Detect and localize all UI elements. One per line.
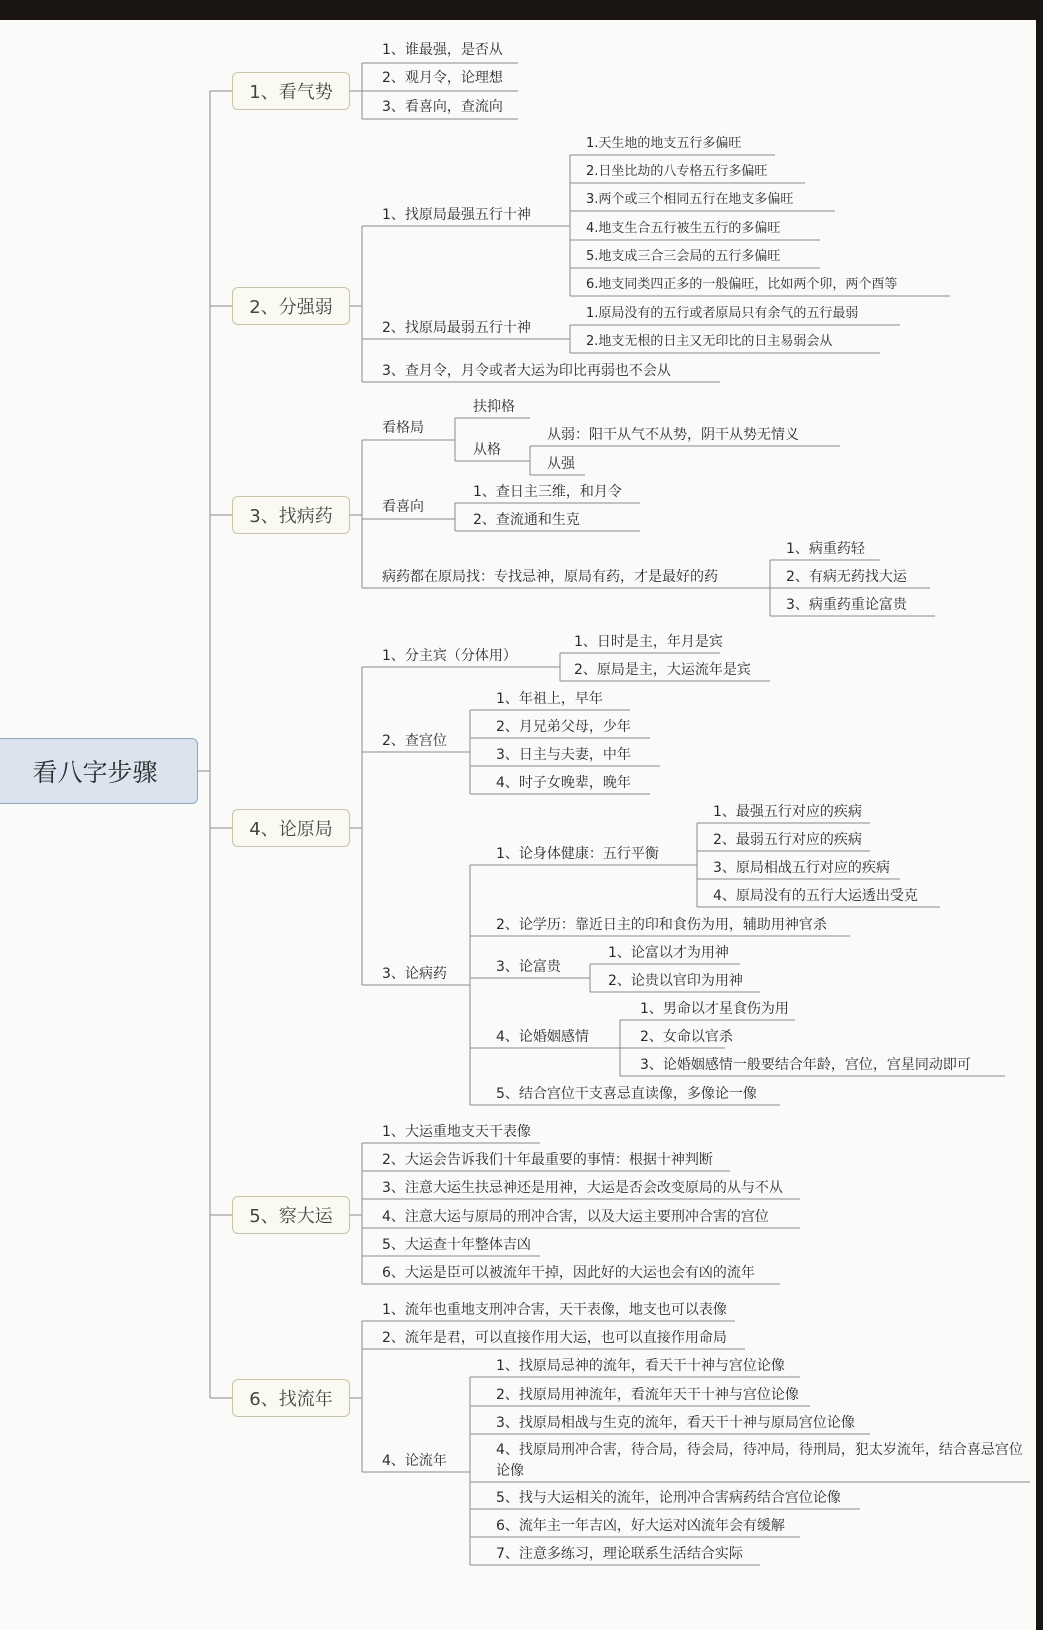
b6-item-2: 2、流年是君，可以直接作用大运，也可以直接作用命局 — [382, 1330, 727, 1346]
b4-s1-item-1: 1、日时是主，年月是宾 — [574, 634, 723, 650]
b4-s2-item-1: 1、年祖上，早年 — [496, 691, 603, 707]
b2-s1-item-1: 1.天生地的地支五行多偏旺 — [586, 136, 742, 151]
b5-item-6: 6、大运是臣可以被流年干掉，因此好的大运也会有凶的流年 — [382, 1265, 755, 1281]
b2-sub-2: 2、找原局最弱五行十神 — [382, 320, 531, 336]
b4-health-item-1: 1、最强五行对应的疾病 — [713, 804, 862, 820]
b4-study: 2、论学历：靠近日主的印和食伤为用，辅助用神官杀 — [496, 917, 827, 933]
b4-marriage-item-1: 1、男命以才星食伤为用 — [640, 1001, 789, 1017]
b2-sub-3: 3、查月令，月令或者大运为印比再弱也不会从 — [382, 363, 671, 379]
b6-s4-item-1: 1、找原局忌神的流年，看天干十神与宫位论像 — [496, 1358, 785, 1374]
b2-s2-item-2: 2.地支无根的日主又无印比的日主易弱会从 — [586, 334, 833, 349]
b6-s4-item-3: 3、找原局相战与生克的流年，看天干十神与原局宫位论像 — [496, 1415, 855, 1431]
b4-sub-3: 3、论病药 — [382, 966, 447, 982]
b2-s1-item-6: 6.地支同类四正多的一般偏旺，比如两个卯，两个酉等 — [586, 277, 898, 292]
b5-item-2: 2、大运会告诉我们十年最重要的事情：根据十神判断 — [382, 1152, 713, 1168]
b3-cong: 从格 — [473, 442, 501, 458]
b2-s1-item-5: 5.地支成三合三会局的五行多偏旺 — [586, 249, 781, 264]
root-node[interactable]: 看八字步骤 — [0, 738, 198, 804]
b4-s2-item-4: 4、时子女晚辈，晚年 — [496, 775, 631, 791]
b4-sub-2: 2、查宫位 — [382, 733, 447, 749]
b4-s2-item-2: 2、月兄弟父母，少年 — [496, 719, 631, 735]
mindmap-canvas — [0, 20, 1036, 1630]
b3-geju: 看格局 — [382, 420, 424, 436]
b6-s4-item-6: 6、流年主一年吉凶，好大运对凶流年会有缓解 — [496, 1518, 785, 1534]
b4-wealth-item-1: 1、论富以才为用神 — [608, 945, 729, 961]
b6-s4-item-5: 5、找与大运相关的流年，论刑冲合害病药结合宫位论像 — [496, 1490, 841, 1506]
b5-item-3: 3、注意大运生扶忌神还是用神，大运是否会改变原局的从与不从 — [382, 1180, 783, 1196]
branch-4-node[interactable]: 4、论原局 — [232, 809, 350, 847]
branch-1-node[interactable]: 1、看气势 — [232, 72, 350, 110]
b4-s1-item-2: 2、原局是主，大运流年是宾 — [574, 662, 751, 678]
b3-xiyong-item-2: 2、查流通和生克 — [473, 512, 580, 528]
b1-item-2: 2、观月令，论理想 — [382, 70, 503, 86]
b4-marriage-item-2: 2、女命以官杀 — [640, 1029, 733, 1045]
b4-wealth: 3、论富贵 — [496, 959, 561, 975]
b3-xiyong: 看喜向 — [382, 499, 424, 515]
b6-s4-item-2: 2、找原局用神流年，看流年天干十神与宫位论像 — [496, 1387, 799, 1403]
b6-s4-item-7: 7、注意多练习，理论联系生活结合实际 — [496, 1546, 743, 1562]
b2-s1-item-4: 4.地支生合五行被生五行的多偏旺 — [586, 221, 781, 236]
branch-6-node[interactable]: 6、找流年 — [232, 1379, 350, 1417]
b4-marriage-item-3: 3、论婚姻感情一般要结合年龄，宫位，宫星同动即可 — [640, 1057, 971, 1073]
b3-bingyao: 病药都在原局找：专找忌神，原局有药，才是最好的药 — [382, 569, 718, 585]
b4-health-item-2: 2、最弱五行对应的疾病 — [713, 832, 862, 848]
b3-fuyi: 扶抑格 — [473, 399, 515, 415]
b1-item-3: 3、看喜向，查流向 — [382, 99, 503, 115]
branch-5-node[interactable]: 5、察大运 — [232, 1196, 350, 1234]
b6-s4-item-4: 4、找原局刑冲合害，待合局，待会局，待冲局，待刑局，犯太岁流年，结合喜忌宫位论像 — [496, 1442, 1023, 1479]
b6-sub-4: 4、论流年 — [382, 1453, 447, 1469]
b3-cong-item-2: 从强 — [547, 456, 575, 472]
b3-cong-item-1: 从弱：阳干从气不从势，阴干从势无情义 — [547, 427, 799, 443]
b2-sub-1: 1、找原局最强五行十神 — [382, 207, 531, 223]
b4-s2-item-3: 3、日主与夫妻，中年 — [496, 747, 631, 763]
b1-item-1: 1、谁最强，是否从 — [382, 42, 503, 58]
b4-health: 1、论身体健康：五行平衡 — [496, 846, 659, 862]
b4-sub-1: 1、分主宾（分体用） — [382, 648, 517, 664]
b2-s1-item-2: 2.日坐比劫的八专格五行多偏旺 — [586, 164, 768, 179]
b4-health-item-3: 3、原局相战五行对应的疾病 — [713, 860, 890, 876]
b5-item-1: 1、大运重地支天干表像 — [382, 1124, 531, 1140]
b5-item-5: 5、大运查十年整体吉凶 — [382, 1237, 531, 1253]
b3-bingyao-item-1: 1、病重药轻 — [786, 541, 865, 557]
b2-s1-item-3: 3.两个或三个相同五行在地支多偏旺 — [586, 192, 794, 207]
b3-bingyao-item-3: 3、病重药重论富贵 — [786, 597, 907, 613]
branch-3-node[interactable]: 3、找病药 — [232, 496, 350, 534]
branch-2-node[interactable]: 2、分强弱 — [232, 287, 350, 325]
b5-item-4: 4、注意大运与原局的刑冲合害，以及大运主要刑冲合害的宫位 — [382, 1209, 769, 1225]
b4-marriage: 4、论婚姻感情 — [496, 1029, 589, 1045]
b3-xiyong-item-1: 1、查日主三维，和月令 — [473, 484, 622, 500]
b6-item-1: 1、流年也重地支刑冲合害，天干表像，地支也可以表像 — [382, 1302, 727, 1318]
b4-health-item-4: 4、原局没有的五行大运透出受克 — [713, 888, 918, 904]
b4-combine: 5、结合宫位干支喜忌直读像，多像论一像 — [496, 1086, 757, 1102]
b4-wealth-item-2: 2、论贵以官印为用神 — [608, 973, 743, 989]
b3-bingyao-item-2: 2、有病无药找大运 — [786, 569, 907, 585]
b2-s2-item-1: 1.原局没有的五行或者原局只有余气的五行最弱 — [586, 306, 859, 321]
